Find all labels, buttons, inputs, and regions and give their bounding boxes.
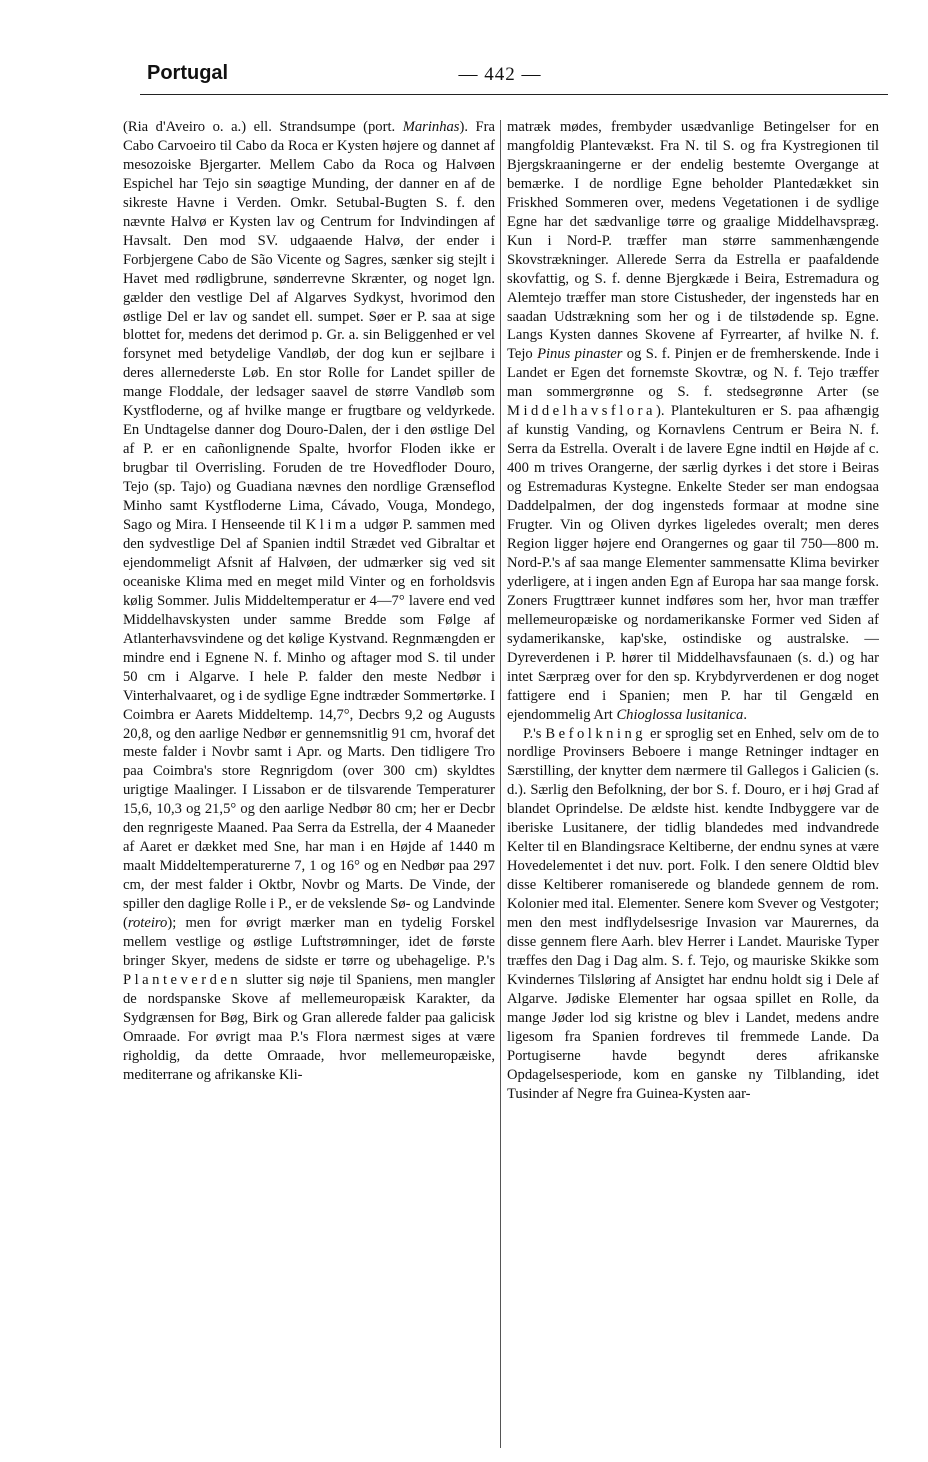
- paragraph-population: [507, 725, 879, 1104]
- italic-term: roteiro: [127, 915, 168, 932]
- left-column: [123, 118, 495, 1448]
- page-title: Portugal: [147, 62, 229, 84]
- text-run: matræk mødes, frembyder usædvanlige Betingelser for en mangfoldig Plantevækst. Fra N. til S. og fra Kystregionen til Bjergskraaningerne er der endelig bestemte Overgange at bemærke. I de nordlige Egne beholder Plantedækket sin Friskhed Sommeren over, medens Vegetationen i de sydlige Egne har det sædvanlige tørre og graalige Middelhavspræg. Kun i Nord-P. træffer man større sammenhængende Skovstrækninger. Allerede Serra da Estrella er paafaldende skovfattig, og S. f. denne Bjergkæde i Beira, Estremadura og Alemtejo træffer man store Cistusheder, der ingensteds har en saadan Udstrækning som her og i de tilstødende sp. Egne. Langs Kysten dannes Skovene af Fyrrearter, af hvilke N. f. Tejo: [507, 119, 879, 363]
- text-run: P.'s: [523, 725, 546, 742]
- column-divider: [500, 120, 501, 1448]
- italic-term: Pinus pinaster: [537, 346, 623, 363]
- italic-term: Chioglossa lusitanica: [616, 706, 744, 723]
- text-run: ); men for øvrigt mærker man en tydelig Forskel mellem vestlige og østlige Luftstrømninger, idet de første bringer Skyer, medens de sidste er tørre og ubehagelige. P.'s: [123, 915, 495, 969]
- text-run: .: [743, 706, 747, 723]
- page-number: — 442 —: [458, 64, 542, 85]
- italic-term: Marinhas: [402, 119, 460, 135]
- right-column: [507, 118, 879, 1448]
- spaced-keyword: Befolkning: [545, 725, 647, 742]
- spaced-keyword: Middelhavsflora: [507, 403, 656, 420]
- running-header: [0, 60, 928, 100]
- spaced-keyword: Klima: [305, 517, 360, 534]
- text-run: (Ria d'Aveiro o. a.) ell. Strandsumpe (port.: [123, 119, 403, 135]
- spaced-keyword: Planteverden: [123, 971, 242, 988]
- text-run: slutter sig nøje til Spaniens, men mangler de nordspanske Skove af mellemeuropæisk Karakter, da Sydgrænsen for Bøg, Birk og Gran allerede falder paa galicisk Omraade. For øvrigt maa P.'s Flora nærmest siges at være righoldig, da dette Omraade, hvor mellemeuropæiske, mediterrane og afrikanske Kli-: [123, 971, 495, 1083]
- text-run: er sproglig set en Enhed, selv om de to nordlige Provinsers Beboere i mange Retninger indtager en Særstilling, der knytter dem nærmere til Gallegos i Galicien (s. d.). Særlig den Befolkning, der bor S. f. Douro, er i høj Grad af blandet Oprindelse. De ældste hist. kendte Indbyggere var de iberiske Lusitanere, der tidlig blandedes med indvandrede Kelter til en Blandingsrace Keltiberne, der endnu synes at være Hovedelementet i det nuv. port. Folk. I den senere Oldtid blev disse Keltiberer romaniserede og blandede gennem de rom. Kolonier med ital. Elementer. Senere kom Svever og Vestgoter; men den mest indflydelsesrige Invasion var Maurernes, da disse gennem flere Aarh. blev Herrer i Landet. Mauriske Typer træffes den Dag i Dag alm. S. f. Tejo, og mauriske Skikke som Kvindernes Tilsløring af Ansigtet har endnu holdt sig i Dele af Algarve. Jødiske Elementer har ogsaa spillet en Rolle, da mange Jøder lod sig kristne og blev i Landet, medens andre ligesom fra Spanien fordreves til fremmede Lande. Da Portugiserne havde begyndt deres afrikanske Opdagelsesperiode, kom en ganske ny Tilblanding, idet Tusinder af Negre fra Guinea-Kysten aar-: [507, 725, 879, 1102]
- text-run: ). Plantekulturen er S. paa afhængig af kunstig Vanding, og Kornavlens Centrum er Beira N. f. Serra da Estrella. Overalt i de lavere Egne indtil en Højde af c. 400 m trives Orangerne, der særlig dyrkes i det store i Beiras og Estremaduras Kystegne. Enkelte Steder ser man endogsaa Daddelpalmen, der dog ingensteds formaar at modne sine Frugter. Vin og Oliven dyrkes ligeledes overalt; men deres Region ligger højere end Orangernes og gaar til 750—800 m. Nord-P.'s af saa mange Elementer sammensatte Klima bevirker yderligere, at i ingen anden Egn af Europa har saa mange forsk. Zoners Frugttræer kunnet indføres som her, hvor man træffer mellemeuropæiske og nordamerikanske Former ved Siden af sydamerikanske, kap'ske, ostindiske og australske. — Dyreverdenen i P. hører til Middelhavsfaunaen (s. d.) og har intet Særpræg over for den sp. Krybdyrverdenen er dog noget fattigere end i Spanien; men P. har til Gengæld en ejendommelig Art: [507, 403, 879, 723]
- paragraph-vegetation-fauna: [507, 118, 879, 725]
- header-rule: [140, 94, 888, 95]
- text-run: ). Fra Cabo Carvoeiro til Cabo da Roca er Kysten højere og dannet af mesozoiske Bjergarter. Mellem Cabo da Roca og Halvøen Espichel har Tejo sin søagtige Munding, der danner en af de sikreste Havne i Verden. Omkr. Setubal-Bugten S. f. den nævnte Halvø er Kysten lav og Centrum for Indvindingen af Havsalt. Den mod SV. udgaaende Halvø, der ender i Forbjergene Cabo de São Vicente og Sagres, sænker sig stejlt i Havet med rødligbrune, sønderrevne Skrænter, og noget lgn. gælder den vestlige Del af Algarves Sydkyst, hvorimod den østlige Del er lav og sandet ell. sumpet. Søer er P. saa at sige blottet for, medens det derimod p. Gr. a. sin Beliggenhed er vel forsynet med betydelige Vandløb, der dog kun er sejlbare i deres allernederste Løb. En stor Rolle for Landet spiller de mange Floddale, der ledsager saavel de større Vandløb som Kystfloderne, og af hvilke mange er frugtbare og veldyrkede. En Undtagelse danner dog Douro-Dalen, der i den østlige Del af P. er en cañonlignende Spalte, hvorfor Floden ikke er brugbar til Overrisling. Foruden de tre Hovedfloder Douro, Tejo (sp. Tajo) og Guadiana nævnes den nordlige Grænseflod Minho samt Kystfloderne Lima, Cávado, Vouga, Mondego, Sago og Mira. I Henseende til: [123, 119, 495, 534]
- paragraph-coast-climate-flora: [123, 118, 495, 1085]
- text-run: og S. f. Pinjen er de fremherskende. Inde i Landet er Egen det fornemste Skovtræ, og N. f. Tejo træffer man sommergrønne og S. f. stedsegrønne Arter (se: [507, 346, 879, 401]
- text-run: udgør P. sammen med den sydvestlige Del af Spanien indtil Strædet ved Gibraltar et ejendommeligt Afsnit af Halvøen, der udmærker sig ved sit oceaniske Klima med en meget mild Vinter og en forholdsvis kølig Sommer. Julis Middeltemperatur er 4—7° lavere end ved Middelhavskysten under samme Bredde som Følge af Atlanterhavsvindene og det kølige Kystvand. Regnmængden er mindre end i Egnene N. f. Minho og aftager mod S. til under 50 cm i Algarve. I hele P. falder den meste Nedbør i Vinterhalvaaret, og i de sydlige Egne indtræder Sommertørke. I Coimbra er Aarets Middeltemp. 14,7°, Decbrs 9,2 og Augusts 20,8, og den aarlige Nedbør er gennemsnitlig 91 cm, hvoraf det meste falder i Novbr samt i Apr. og Marts. Den tidligere Tro paa Coimbra's store Regnrigdom (over 300 cm) skyldtes urigtige Maalinger. I Lissabon er de tilsvarende Temperaturer 15,6, 10,3 og 21,5° og den aarlige Nedbør 80 cm; her er Decbr den regnrigeste Maaned. Paa Serra da Estrella, der 4 Maaneder af Aaret er dækket med Sne, har man i en Højde af 1440 m maalt Middeltemperaturerne 7, 1 og 16° og en Nedbør paa 297 cm, der mest falder i Oktbr, Novbr og Marts. De Vinde, der spiller den daglige Rolle i P., er de vekslende Sø- og Landvinde (: [123, 517, 495, 932]
